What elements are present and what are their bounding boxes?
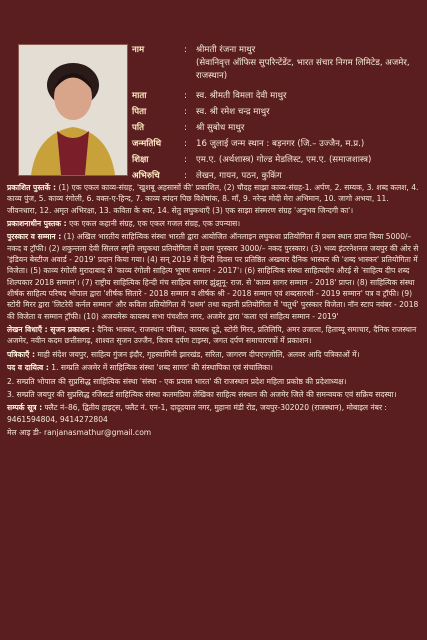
husband-label: पति (132, 123, 145, 133)
father-value: स्व. श्री रमेश चन्द्र माथुर (196, 107, 270, 117)
name-label: नाम (132, 45, 145, 55)
father-label: पिता (132, 107, 147, 117)
mother-label: माता (132, 91, 147, 101)
designation: (सेवानिवृत्त ऑफिस सुपरिन्टेंडेंट, भारत संचार निगम लिमिटेड, अजमेर, राजस्थान) (196, 58, 410, 81)
husband-row: पति : श्री सुबोध माथुर (132, 122, 422, 135)
education-value: एम.ए. (अर्थशास्त्र) गोल्ड मेडलिस्ट, एम.ए. (समाजशास्त्र) (196, 155, 372, 165)
position-2: 2. सम्प्रति भोपाल की सुप्रसिद्ध साहित्यिक संस्था 'संस्था - एक प्रयास भारत' की राजस्थान प्रदेश महिला प्रकोष्ठ की प्रदेशाध्यक्ष। (7, 376, 347, 386)
profile-details (132, 44, 422, 183)
position-1: पद व दायित्व : 1. सम्प्रति अजमेर में साहित्यिक संस्था 'शब्द सागर' की संस्थापिका एवं संचालिका। (7, 363, 273, 373)
writing-genres: लेखन विधाएँ : सृजन प्रकाशन : दैनिक भास्कर, राजस्थान पत्रिका, कायस्थ दूडे, स्टोरी मिरर, प्रतिलिपि, अमर उजाला, हिताय्यू समाचार, दैनिक राजस्थान अजमेर, नवीन कदम छत्तीसगढ़, शाश्वत सृजन उज्जैन, विजय दर्पण टाइम्स, जगत दर्पण समाचारपत्रों में प्रकाशन। (7, 325, 417, 346)
position-3: 3. सम्प्रति जयपुर की सुप्रसिद्ध रजिस्टर्ड साहित्यिक संस्था कलमप्रिया लेखिका साहित्य संस्थान की अजमेर जिले की समन्वयक एवं सक्रिय सदस्या। (7, 389, 397, 399)
birth-row: जन्मतिथि : 16 जुलाई जन्म स्थान : बड़नगर (जि.– उज्जैन, म.प्र.) (132, 138, 422, 151)
upcoming-books: प्रकाशनाधीन पुस्तक : एक एकल कहानी संग्रह, एक एकल गजल संग्रह, एक उपन्यास। (7, 219, 241, 229)
contact-address: सम्पर्क सूत्र : फ्लैट नं–86, द्वितीय हाइट्स, फ्लैट नं. एन-1, दादूदयाल नगर, मुहाना मंडी रोड, जयपुर-302020 (राजस्थान), मोबाइल नंबर : 9461594804, 9414272804 (7, 403, 387, 424)
profile-name-row: नाम : श्रीमती रंजना माथुर (132, 44, 422, 57)
hobbies-row: अभिरुचि : लेखन, गायन, पठन, कुकिंग (132, 170, 422, 183)
awards: पुरस्कार व सम्मान : (1) अखिल भारतीय साहित्यिक संस्था भारती द्वारा आयोजित ऑनलाइन लघुकथा प्रतियोगिता में प्रथम स्थान प्राप्त किया 5000/– नकद व ट्रॉफी। (2) शकुन्तला देवी सिलल स्मृति लघुकथा प्रतियोगिता में प्रथम पुरस्कार 3000/– नकद पुरस्कार। (3) भव्य इंटरनेशनल जयपुर की ओर से 'इंडियन बेस्टीज अवार्ड - 2019' प्रदान किया गया। (4) सन् 2019 में हिन्दी दिवस पर प्रतिष्ठित अखबार दैनिक भास्कर की 'शब्द भास्कर' प्रतियोगिता में विजेता। (5) काव्य रंगोली मुरादाबाद से 'काव्य रंगोली साहित्य भूषण सम्मान - 2017'। (6) साहित्यिक संस्था साहित्यदीप औरई से 'साहित्य दीप शब्द शिल्पकार 2018 सम्मान'। (7) राष्ट्रीय साहित्यिक हिन्दी मंच साहित्य सागर झुंझुनू- राज. से 'काव्य सागर सम्मान - 2018' प्राप्त। (8) साहित्यिक संस्था शीर्षक साहित्य परिषद भोपाल द्वारा 'शीर्षक सितारे - 2018 सम्मान व शीर्षक श्री - 2018 सम्मान एवं शब्दसारथी - 2019 सम्मान' पत्र व ट्रॉफी। (9) स्टोरी मिरर द्वारा 'लिटरेरी कर्नल सम्मान' और कविता प्रतियोगिता में 'प्रथम' तथा कहानी प्रतियोगिता में 'चतुर्थ' पुरस्कार विजेता। नॉन स्टाप नवंबर - 2018 की विजेता व सम्मान ट्रॉफी। (10) अजयमेरू कायस्थ सभा पंचशील नगर, अजमेर द्वारा 'कला एवं साहित्य सम्मान - 2019' (7, 232, 419, 321)
biography-body (7, 182, 421, 440)
name-value: श्रीमती रंजना माथुर (196, 45, 256, 55)
author-photo (18, 44, 128, 176)
birth-label: जन्मतिथि (132, 139, 162, 149)
published-books: प्रकाशित पुस्तकें : (1) एक एकल काव्य-संग्रह, 'खुशबू अहसासों की' प्रकाशित, (2) चौदह साझा काव्य-संग्रह-1. अर्पण, 2. सम्यक, 3. शब्द कलश, 4. काव्य पुंज, 5. काव्य रंगोली, 6. वक्त-ए-हिन्द, 7. काव्य स्पंदन पिछ विशेषांक, 8. माँ, 9. नरेन्द्र मोदी मेरा अभिमान, 10. जागो अभया, 11. जीवनधारा, 12. अमृत अभिरक्षा, 13. कविता के स्वर, 14. सेतु लघुकथाएँ (3) एक साझा संस्मरण संग्रह 'अनुभव जिन्दगी का'। (7, 183, 419, 215)
mother-value: स्व. श्रीमती विमला देवी माथुर (196, 91, 287, 101)
education-label: शिक्षा (132, 155, 149, 165)
father-row: पिता : स्व. श्री रमेश चन्द्र माथुर (132, 106, 422, 119)
hobbies-label: अभिरुचि (132, 171, 160, 181)
education-row: शिक्षा : एम.ए. (अर्थशास्त्र) गोल्ड मेडलिस्ट, एम.ए. (समाजशास्त्र) (132, 154, 422, 167)
husband-value: श्री सुबोध माथुर (196, 123, 245, 133)
mother-row: माता : स्व. श्रीमती विमला देवी माथुर (132, 90, 422, 103)
birth-value: 16 जुलाई जन्म स्थान : बड़नगर (जि.– उज्जैन, म.प्र.) (196, 139, 365, 149)
hobbies-value: लेखन, गायन, पठन, कुकिंग (196, 171, 282, 181)
contact-email: मेल आइ डी- ranjanasmathur@gmail.com (7, 427, 152, 437)
magazines: पत्रिकाएँ : माही संदेश जयपुर, साहित्य गुंजन इंदौर, गृहस्वामिनी झारखंड, सरिता, जागरण दीपएज्ज़ोलि, अलवर आदि पत्रिकाओं में। (7, 349, 360, 359)
